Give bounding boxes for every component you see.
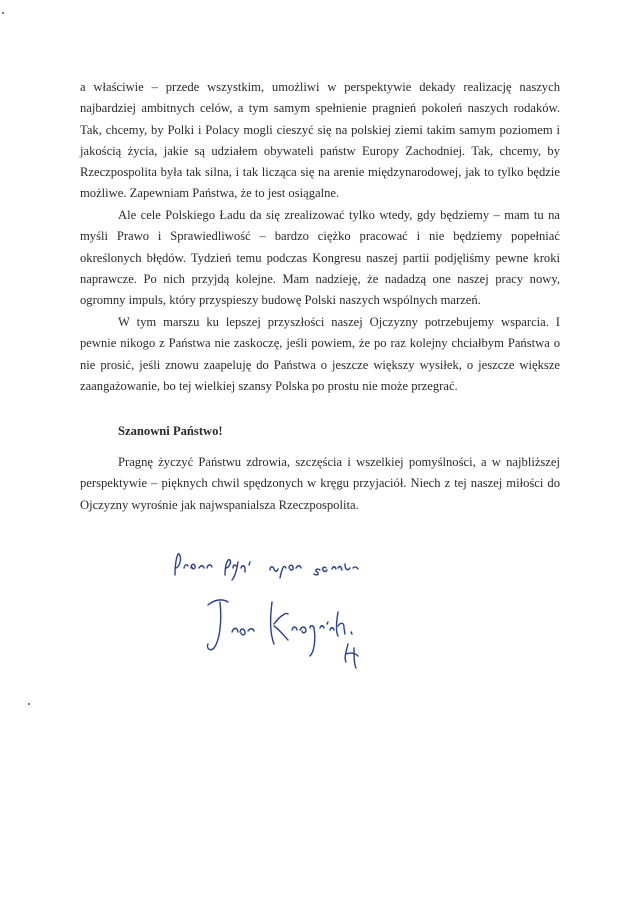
scan-mark-left xyxy=(28,703,30,705)
paragraph-2 xyxy=(80,205,560,311)
handwritten-signature xyxy=(170,540,400,680)
paragraph-1 xyxy=(80,77,560,205)
paragraph-3 xyxy=(80,312,560,397)
scan-mark-top-left xyxy=(2,12,4,14)
paragraph-4 xyxy=(80,452,560,516)
paragraph-1-text: a właściwie – przede wszystkim, umożliwi w perspektywie dekady realizację naszych najbardziej ambitnych celów, a tym samym spełnienie pragnień pokoleń naszych rodaków. Tak, chcemy, by Polki i Polacy mogli cieszyć się na polskiej ziemi takim samym poziomem i jakością życia, jakie są udziałem obywateli państw Europy Zachodniej. Tak, chcemy, by Rzeczpospolita była tak silna, i tak licząca się na arenie międzynarodowej, jak to tylko będzie możliwe. Zapewniam Państwa, że to jest osiągalne. xyxy=(80,80,560,201)
greeting-heading: Szanowni Państwo! xyxy=(118,424,223,438)
paragraph-2-text: Ale cele Polskiego Ładu da się zrealizować tylko wtedy, gdy będziemy – mam tu na myśli Prawo i Sprawiedliwość – bardzo ciężko pracować i nie będziemy popełniać określonych błędów. Tydzień temu podczas Kongresu naszej partii podjęliśmy pewne kroki naprawcze. Po nich przyjdą kolejne. Mam nadzieję, że nadadzą one naszej pracy nowy, ogromny impuls, który przyspieszy budowę Polski naszych wspólnych marzeń. xyxy=(80,208,560,308)
paragraph-4-text: Pragnę życzyć Państwu zdrowia, szczęścia i wszelkiej pomyślności, a w najbliższej perspektywie – pięknych chwil spędzonych w kręgu przyjaciół. Niech z tej naszej miłości do Ojczyzny wyrośnie jak najwspanialsza Rzeczpospolita. xyxy=(80,455,560,512)
paragraph-3-text: W tym marszu ku lepszej przyszłości naszej Ojczyzny potrzebujemy wsparcia. I pewnie nikogo z Państwa nie zaskoczę, jeśli powiem, że po raz kolejny chciałbym Państwa o nie prosić, jeśli znowu zaapeluję do Państwa o jeszcze większy wysiłek, o jeszcze większe zaangażowanie, bo tej wielkiej szansy Polska po prostu nie może przegrać. xyxy=(80,315,560,393)
